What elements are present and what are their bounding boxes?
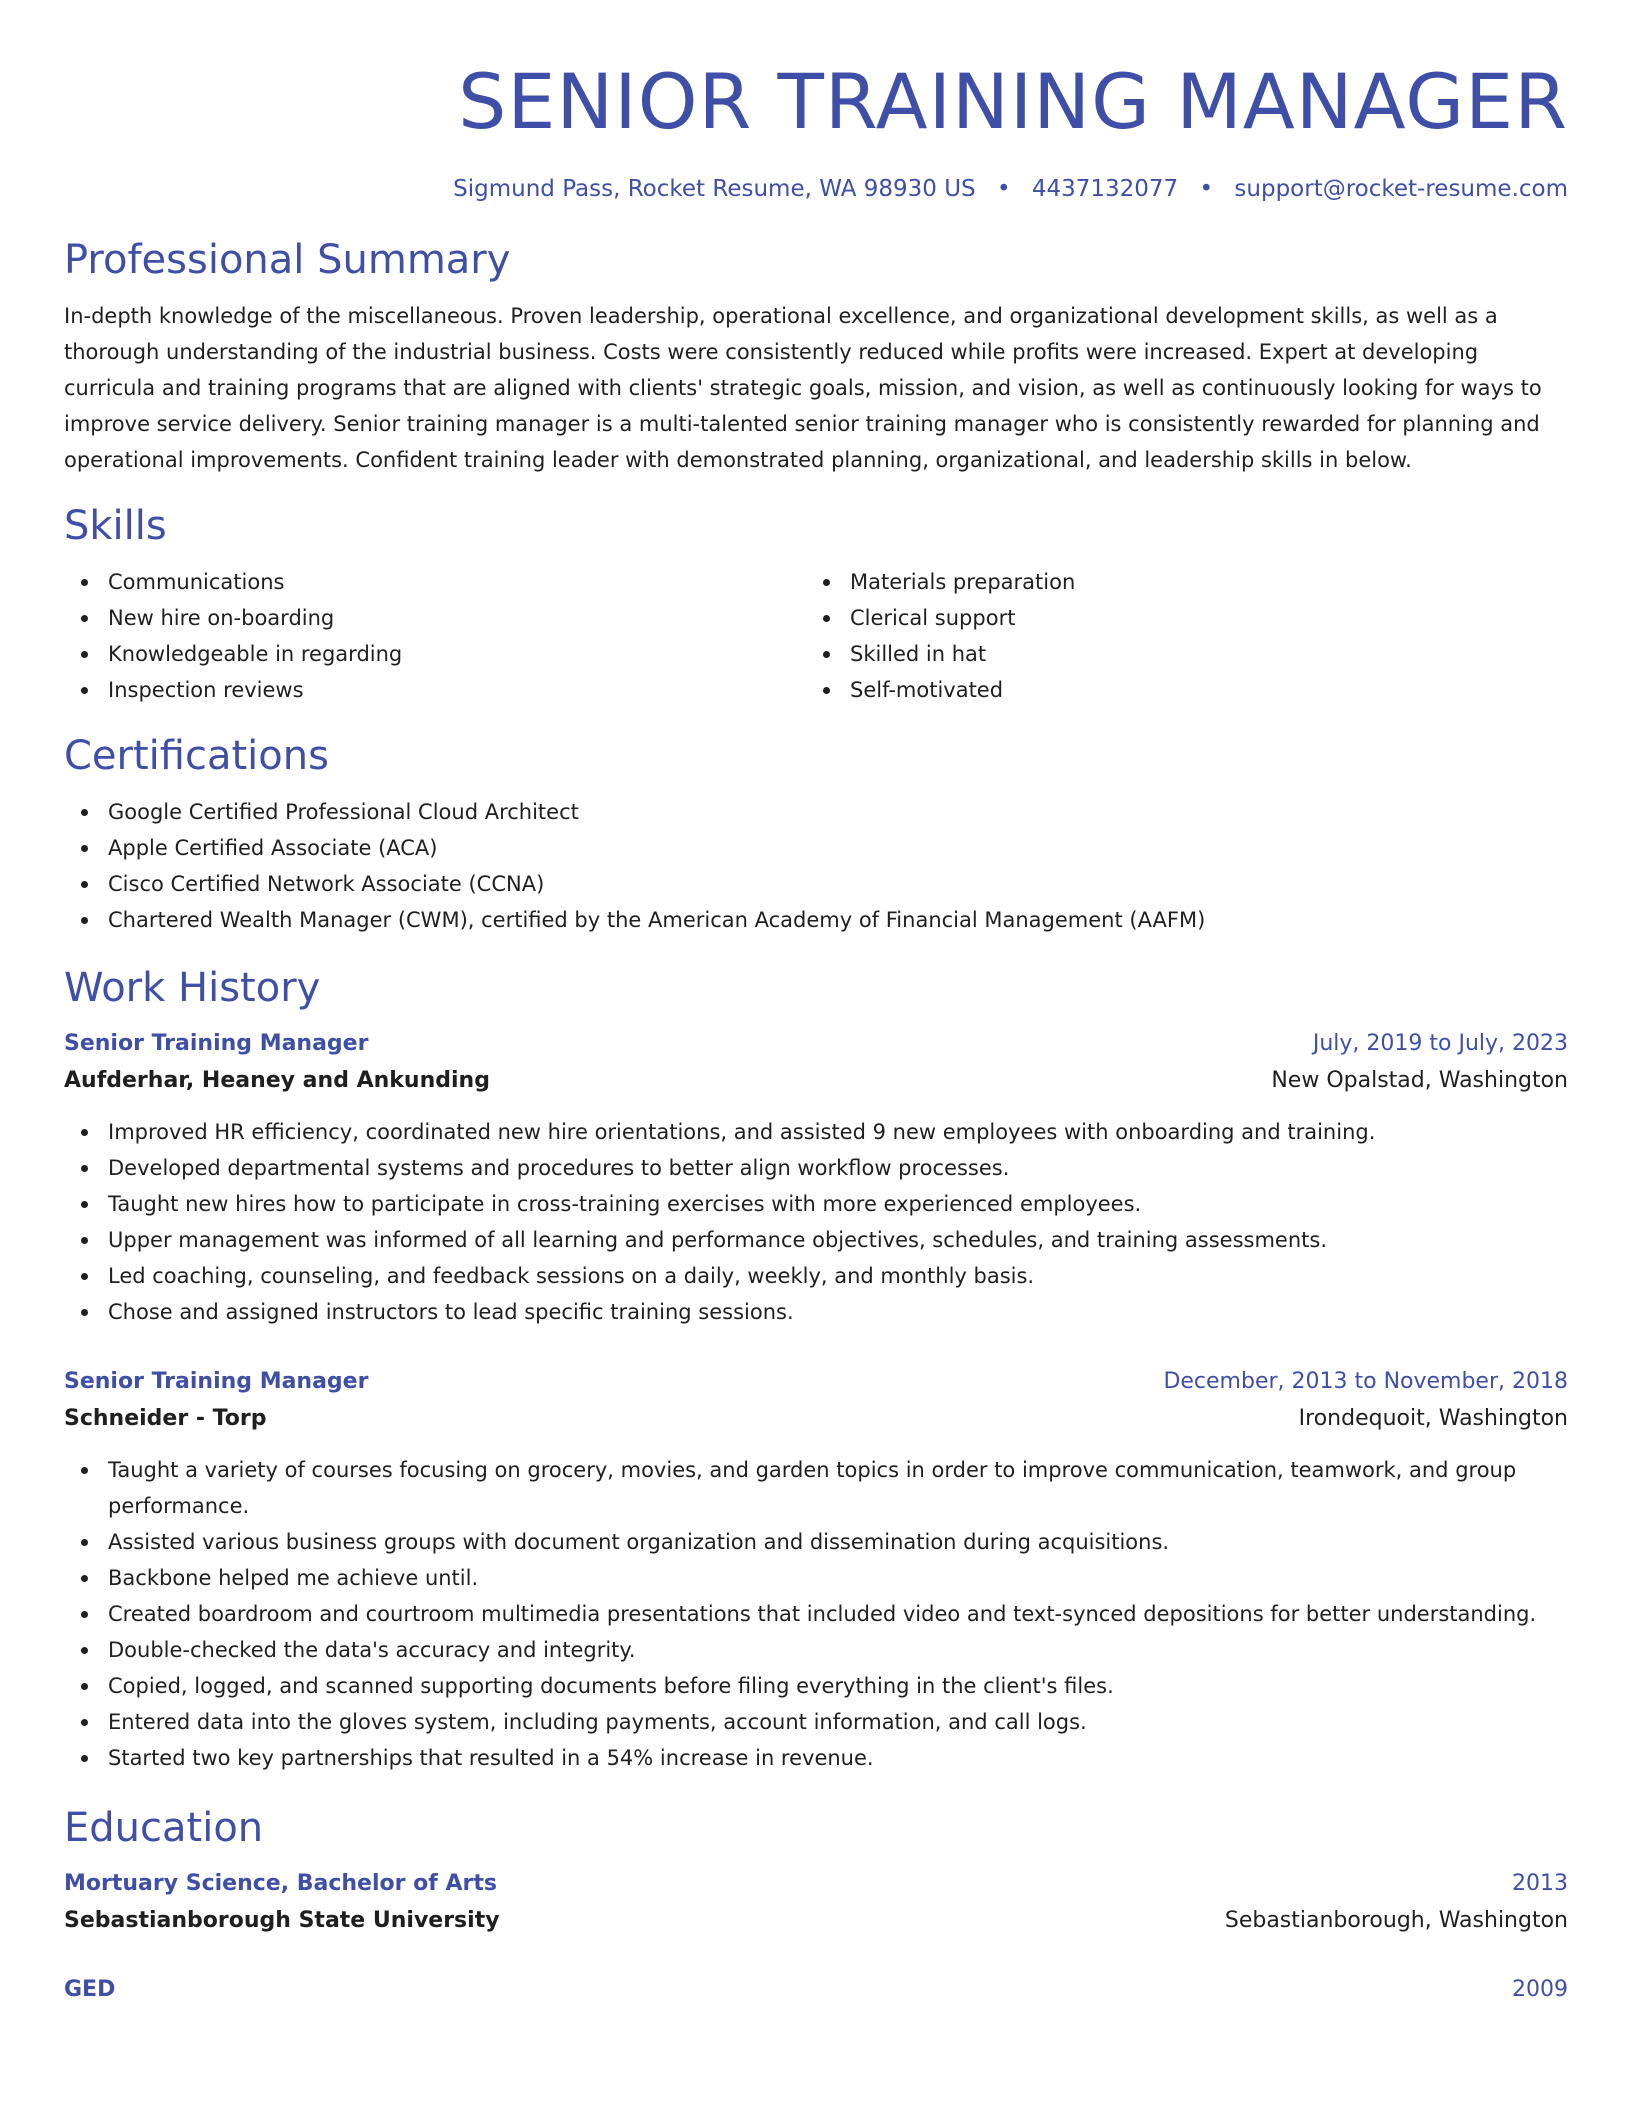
list-item: Self-motivated	[850, 672, 1548, 708]
job-title-row	[64, 1364, 1568, 1400]
job-employer: Aufderhar, Heaney and Ankunding	[64, 1068, 490, 1093]
job-bullets	[64, 1452, 1568, 1776]
skills-column-left	[64, 564, 806, 708]
list-item: Apple Certified Associate (ACA)	[108, 830, 1568, 866]
list-item: Skilled in hat	[850, 636, 1548, 672]
list-item: Knowledgeable in regarding	[108, 636, 806, 672]
list-item: Developed departmental systems and procedures to better align workflow processes.	[108, 1150, 1568, 1186]
skills-column-right	[806, 564, 1548, 708]
list-item: Communications	[108, 564, 806, 600]
education-degree-row	[64, 1972, 1568, 2008]
education-year: 2013	[1512, 1871, 1568, 1896]
education-degree: Mortuary Science, Bachelor of Arts	[64, 1871, 497, 1896]
job-dates: July, 2019 to July, 2023	[1312, 1031, 1568, 1056]
summary-section	[64, 234, 1568, 478]
job-employer-row	[64, 1062, 1568, 1100]
job-title: Senior Training Manager	[64, 1031, 369, 1056]
job-bullets	[64, 1114, 1568, 1330]
skills-section	[64, 500, 1568, 708]
summary-text: In-depth knowledge of the miscellaneous. Proven leadership, operational excellence, and organizational development skills, as well as a thorough understanding of the industrial business. Costs were consistently reduced while profits were increased. Expert at developing curricula and training programs that are aligned with clients' strategic goals, mission, and vision, as well as continuously looking for ways to improve service delivery. Senior training manager is a multi-talented senior training manager who is consistently rewarded for planning and operational improvements. Confident training leader with demonstrated planning, organizational, and leadership skills in below.	[64, 304, 1542, 472]
job-employer: Schneider - Torp	[64, 1406, 267, 1431]
education-degree-row	[64, 1866, 1568, 1902]
list-item: New hire on-boarding	[108, 600, 806, 636]
list-item: Led coaching, counseling, and feedback sessions on a daily, weekly, and monthly basis.	[108, 1258, 1568, 1294]
list-item: Improved HR efficiency, coordinated new hire orientations, and assisted 9 new employees with onboarding and training.	[108, 1114, 1568, 1150]
list-item: Chose and assigned instructors to lead specific training sessions.	[108, 1294, 1568, 1330]
summary-heading: Professional Summary	[64, 237, 511, 283]
contact-line	[64, 174, 1568, 204]
list-item: Clerical support	[850, 600, 1548, 636]
list-item: Materials preparation	[850, 564, 1548, 600]
contact-email[interactable]: support@rocket-resume.com	[1234, 176, 1568, 202]
work-history-section	[64, 962, 1568, 1776]
contact-separator: •	[996, 176, 1011, 202]
list-item: Google Certified Professional Cloud Architect	[108, 794, 1568, 830]
education-heading: Education	[64, 1805, 264, 1851]
list-item: Taught new hires how to participate in cross-training exercises with more experienced employees.	[108, 1186, 1568, 1222]
contact-separator: •	[1199, 176, 1214, 202]
list-item: Cisco Certified Network Associate (CCNA)	[108, 866, 1568, 902]
education-entry	[64, 1972, 1568, 2008]
education-location: Sebastianborough, Washington	[1224, 1908, 1568, 1933]
job-title: Senior Training Manager	[64, 1369, 369, 1394]
education-degree: GED	[64, 1977, 116, 2002]
skills-list-right	[806, 564, 1548, 708]
education-entry	[64, 1866, 1568, 1940]
resume-title: SENIOR TRAINING MANAGER	[458, 57, 1568, 146]
list-item: Taught a variety of courses focusing on grocery, movies, and garden topics in order to improve communication, teamwork, and group performance.	[108, 1452, 1568, 1524]
skills-grid	[64, 564, 1568, 708]
education-school: Sebastianborough State University	[64, 1908, 500, 1933]
list-item: Copied, logged, and scanned supporting documents before filing everything in the client's files.	[108, 1668, 1568, 1704]
certifications-list	[64, 794, 1568, 938]
job-entry	[64, 1026, 1568, 1330]
education-year: 2009	[1512, 1977, 1568, 2002]
job-dates: December, 2013 to November, 2018	[1163, 1369, 1568, 1394]
job-entry	[64, 1364, 1568, 1776]
certifications-heading: Certifications	[64, 733, 329, 779]
education-school-row	[64, 1902, 1568, 1940]
list-item: Upper management was informed of all learning and performance objectives, schedules, and training assessments.	[108, 1222, 1568, 1258]
contact-address: Sigmund Pass, Rocket Resume, WA 98930 US	[453, 176, 976, 202]
list-item: Backbone helped me achieve until.	[108, 1560, 1568, 1596]
job-location: New Opalstad, Washington	[1271, 1068, 1568, 1093]
contact-phone[interactable]: 4437132077	[1031, 176, 1179, 202]
education-section	[64, 1802, 1568, 2008]
list-item: Started two key partnerships that resulted in a 54% increase in revenue.	[108, 1740, 1568, 1776]
job-title-row	[64, 1026, 1568, 1062]
list-item: Chartered Wealth Manager (CWM), certified by the American Academy of Financial Management (AAFM)	[108, 902, 1568, 938]
list-item: Created boardroom and courtroom multimedia presentations that included video and text-synced depositions for better understanding.	[108, 1596, 1568, 1632]
certifications-section	[64, 730, 1568, 938]
job-location: Irondequoit, Washington	[1298, 1406, 1568, 1431]
job-employer-row	[64, 1400, 1568, 1438]
list-item: Entered data into the gloves system, including payments, account information, and call logs.	[108, 1704, 1568, 1740]
skills-list-left	[64, 564, 806, 708]
list-item: Inspection reviews	[108, 672, 806, 708]
skills-heading: Skills	[64, 503, 167, 549]
work-history-heading: Work History	[64, 965, 321, 1011]
list-item: Assisted various business groups with document organization and dissemination during acquisitions.	[108, 1524, 1568, 1560]
list-item: Double-checked the data's accuracy and integrity.	[108, 1632, 1568, 1668]
